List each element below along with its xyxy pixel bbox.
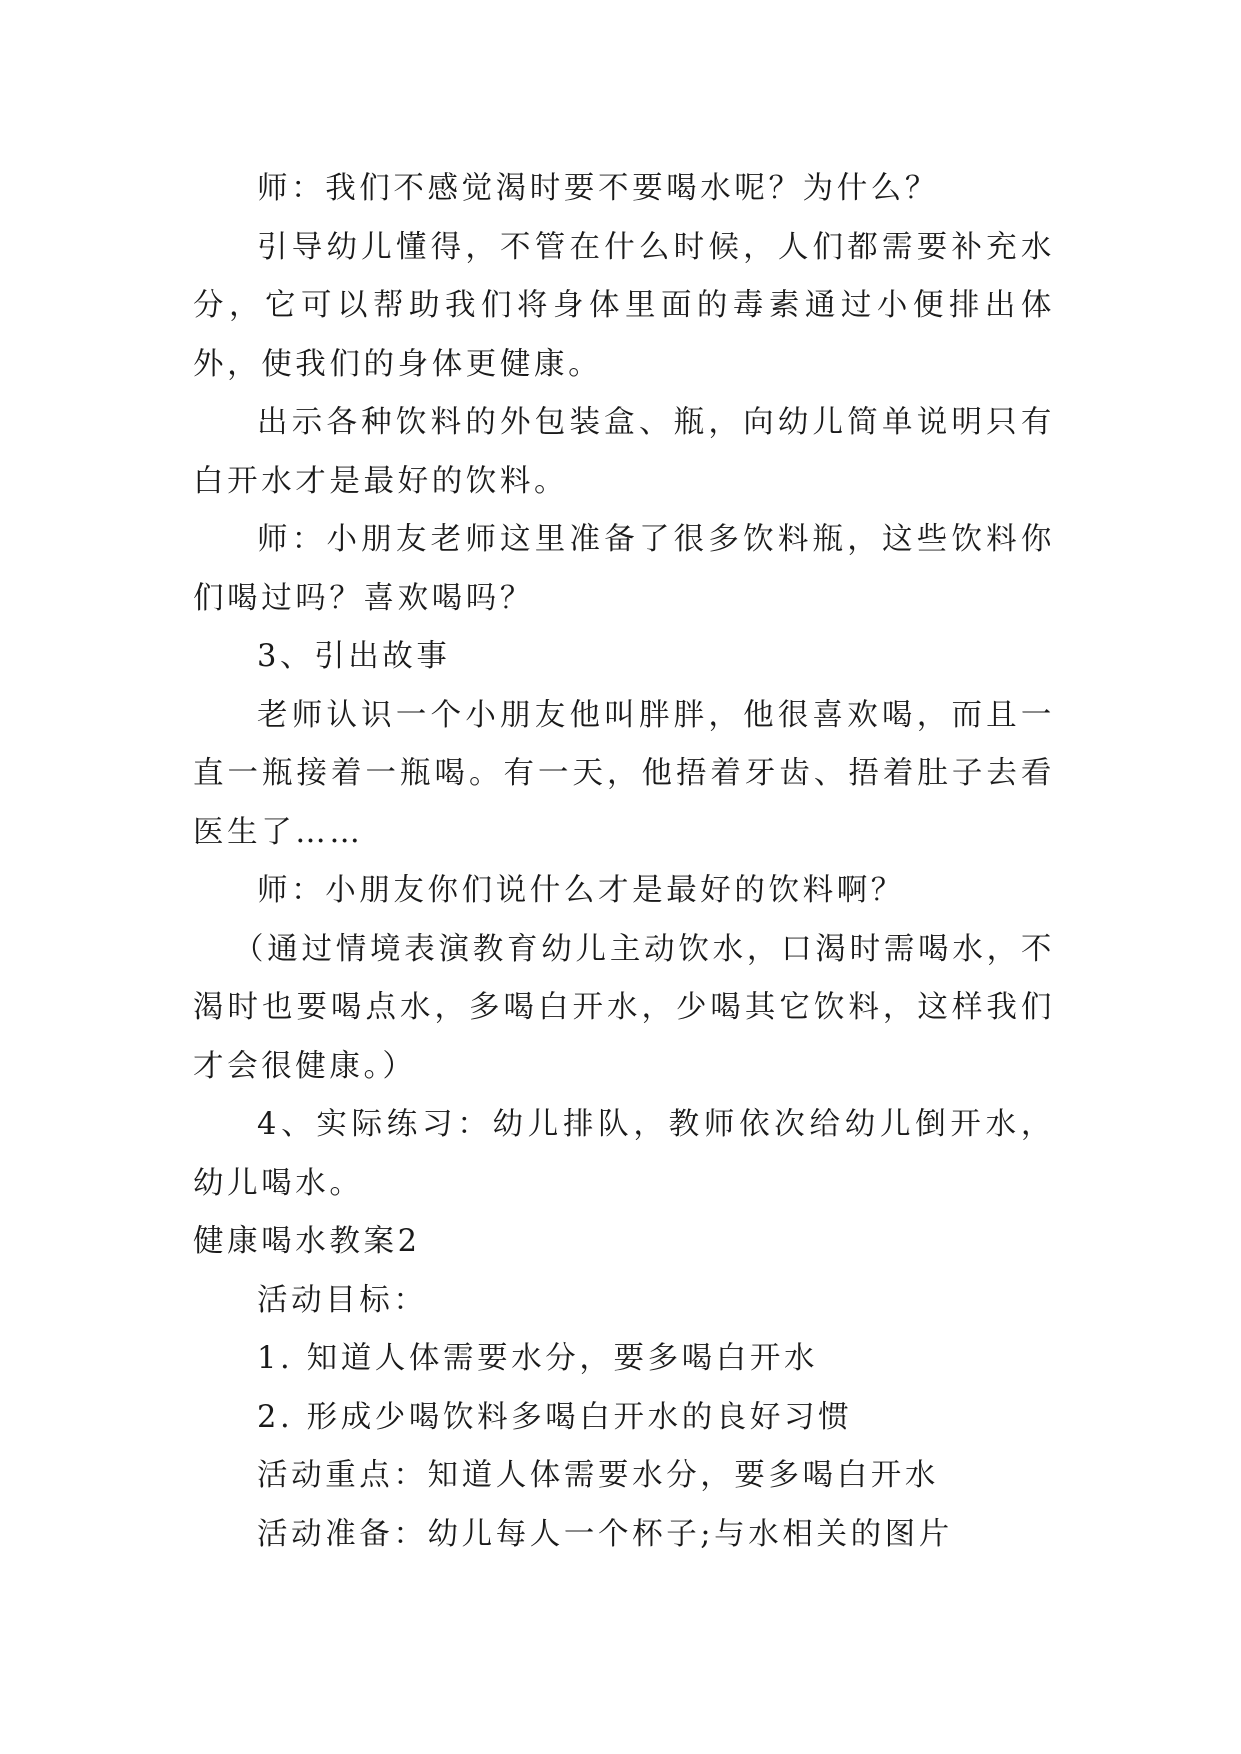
lesson-plan-title: 健康喝水教案2	[193, 1224, 421, 1259]
paragraph-show-drinks: 出示各种饮料的外包装盒、瓶，向幼儿简单说明只有白开水才是最好的饮料。	[193, 405, 1055, 499]
paragraph-teacher-question: 师：我们不感觉渴时要不要喝水呢？为什么？	[257, 171, 939, 206]
activity-goal-1: 1. 知道人体需要水分，要多喝白开水	[257, 1341, 819, 1376]
activity-focus: 活动重点：知道人体需要水分，要多喝白开水	[257, 1458, 939, 1493]
paragraph-situation-note: （通过情境表演教育幼儿主动饮水，口渴时需喝水，不渴时也要喝点水，多喝白开水，少喝其它饮料，这样我们才会很健康。）	[193, 931, 1055, 1084]
paragraph-guide-children: 引导幼儿懂得，不管在什么时候，人们都需要补充水分，它可以帮助我们将身体里面的毒素通过小便排出体外，使我们的身体更健康。	[193, 229, 1055, 382]
activity-goals-heading: 活动目标：	[257, 1282, 428, 1318]
activity-goal-2: 2. 形成少喝饮料多喝白开水的良好习惯	[257, 1399, 853, 1435]
document-body	[193, 160, 1055, 1564]
paragraph-teacher-drinks-question: 师：小朋友老师这里准备了很多饮料瓶，这些饮料你们喝过吗？喜欢喝吗？	[193, 522, 1055, 616]
activity-preparation: 活动准备：幼儿每人一个杯子;与水相关的图片	[257, 1516, 953, 1552]
section-heading-story: 3、引出故事	[257, 639, 451, 674]
paragraph-teacher-best-drink: 师：小朋友你们说什么才是最好的饮料啊？	[257, 873, 905, 908]
paragraph-story: 老师认识一个小朋友他叫胖胖，他很喜欢喝，而且一直一瓶接着一瓶喝。有一天，他捂着牙齿、捂着肚子去看医生了……	[193, 697, 1055, 850]
paragraph-practice: 4、实际练习：幼儿排队，教师依次给幼儿倒开水，幼儿喝水。	[193, 1107, 1055, 1201]
